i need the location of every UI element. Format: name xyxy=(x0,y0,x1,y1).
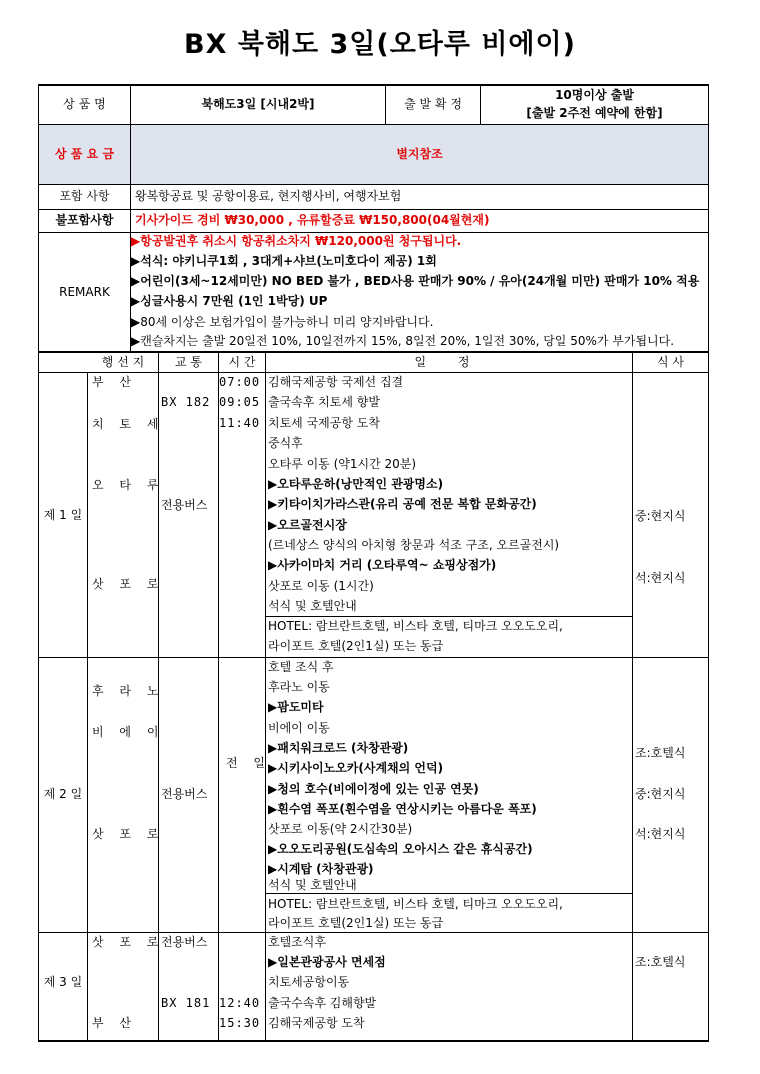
schedule-item: 호텔조식후 xyxy=(268,935,326,949)
schedule-item: ▶오타루운하(낭만적인 관광명소) xyxy=(268,477,444,491)
remark-item: ▶캔슬차지는 출발 20일전 10%, 10일전까지 15%, 8일전 20%, 1일전 30%, 당일 50%가 부가됩니다. xyxy=(131,334,675,348)
schedule-item: 김해국제공항 도착 xyxy=(268,1016,365,1030)
schedule-item: ▶사카이마치 거리 (오타루역~ 쇼핑상점가) xyxy=(268,558,497,572)
time: 전 일 xyxy=(226,756,271,770)
remark-label: REMARK xyxy=(59,285,110,299)
time: 07:00 xyxy=(219,375,261,389)
schedule-item: ▶시키사이노오카(사계채의 언덕) xyxy=(268,761,444,775)
remark-item: ▶어린이(3세~12세미만) NO BED 불가 , BED사용 판매가 90% / 유아(24개월 미만) 판매가 10% 적용 xyxy=(131,274,700,288)
table-top-border xyxy=(38,84,709,86)
excluded-label: 불포함사항 xyxy=(55,213,114,227)
schedule-item: 삿포로 이동 (1시간) xyxy=(268,579,374,593)
remark-item: ▶80세 이상은 보험가입이 불가능하니 미리 양지바랍니다. xyxy=(131,315,434,329)
schedule-item: 김해국제공항 국제선 집결 xyxy=(268,375,404,389)
place: 부 산 xyxy=(92,375,137,389)
excluded-value: 기사가이드 경비 ₩30,000 , 유류할증료 ₩150,800(04월현재) xyxy=(135,213,490,227)
place: 비 에 이 xyxy=(92,725,165,739)
transport: 전용버스 xyxy=(161,498,208,512)
remark-item: ▶싱글사용시 7만원 (1인 1박당) UP xyxy=(131,294,328,308)
schedule-item: 호텔 조식 후 xyxy=(268,660,334,674)
schedule-item: 라이포트 호텔(2인1실) 또는 동급 xyxy=(268,639,444,653)
meal: 조:호텔식 xyxy=(635,955,686,969)
table-right-border xyxy=(708,84,709,1042)
schedule-item: ▶오르골전시장 xyxy=(268,518,347,532)
day-label: 제 2 일 xyxy=(43,787,83,801)
schedule-item: 치토세 국제공항 도착 xyxy=(268,416,380,430)
schedule-item: 출국속후 치토세 향발 xyxy=(268,395,380,409)
schedule-item: (르네상스 양식의 아치형 창문과 석조 구조, 오르골전시) xyxy=(268,538,560,552)
schedule-item: ▶시계탑 (차창관광) xyxy=(268,862,374,876)
price-label: 상 품 요 금 xyxy=(55,147,114,161)
place: 후 라 노 xyxy=(92,684,165,698)
place: 부 산 xyxy=(92,1016,137,1030)
departure-confirm-line1: 10명이상 출발 xyxy=(555,88,634,102)
schedule-item: ▶청의 호수(비에이정에 있는 인공 연못) xyxy=(268,782,479,796)
remark-item: ▶항공발권후 취소시 항공취소차지 ₩120,000원 청구됩니다. xyxy=(131,234,462,248)
place: 삿 포 로 xyxy=(92,827,165,841)
schedule-item: 치토세공항이동 xyxy=(268,975,350,989)
day-label: 제 3 일 xyxy=(43,975,83,989)
schedule-item: 후라노 이동 xyxy=(268,680,330,694)
schedule-item: 라이포트 호텔(2인1실) 또는 동급 xyxy=(268,916,444,930)
flight-number: BX 181 xyxy=(161,996,211,1010)
price-value: 별지참조 xyxy=(396,147,443,161)
col-header-transport: 교 통 xyxy=(175,355,202,369)
transport: 전용버스 xyxy=(161,787,208,801)
schedule-item: 비에이 이동 xyxy=(268,721,330,735)
place: 치 토 세 xyxy=(92,417,165,431)
transport: 전용버스 xyxy=(161,935,208,949)
col-header-schedule: 일 정 xyxy=(414,355,484,369)
schedule-item: 석식 및 호텔안내 xyxy=(268,878,357,892)
product-name-label: 상 품 명 xyxy=(63,97,106,111)
time: 11:40 xyxy=(219,416,261,430)
place: 오 타 루 xyxy=(92,478,165,492)
included-label: 포함 사항 xyxy=(59,189,110,203)
schedule-item: ▶흰수염 폭포(흰수염을 연상시키는 아름다운 폭포) xyxy=(268,802,537,816)
schedule-item: 삿포로 이동(약 2시간30분) xyxy=(268,822,413,836)
time: 09:05 xyxy=(219,395,261,409)
meal: 석:현지식 xyxy=(635,571,686,585)
table-bottom-border xyxy=(38,1040,709,1042)
col-header-meal: 식 사 xyxy=(657,355,684,369)
schedule-item: ▶일본관광공사 면세점 xyxy=(268,955,386,969)
included-value: 왕복항공료 및 공항이용료, 현지행사비, 여행자보험 xyxy=(135,189,402,203)
page-title: BX 북해도 3일(오타루 비에이) xyxy=(184,29,576,60)
departure-confirm-line2: [출발 2주전 예약에 한함] xyxy=(526,106,663,120)
meal: 석:현지식 xyxy=(635,827,686,841)
schedule-item: ▶팜도미타 xyxy=(268,700,324,714)
remark-item: ▶석식: 야키니쿠1회 , 3대게+샤브(노미호다이 제공) 1회 xyxy=(131,254,437,268)
schedule-item: 석식 및 호텔안내 xyxy=(268,599,357,613)
schedule-item: 오타루 이동 (약1시간 20분) xyxy=(268,457,417,471)
place: 삿 포 로 xyxy=(92,935,165,949)
col-header-time: 시 간 xyxy=(228,355,256,369)
flight-number: BX 182 xyxy=(161,395,211,409)
product-name-value: 북해도3일 [시내2박] xyxy=(201,97,315,111)
departure-confirm-label: 출 발 확 정 xyxy=(404,97,462,111)
place: 삿 포 로 xyxy=(92,577,165,591)
schedule-item: 중식후 xyxy=(268,436,303,450)
schedule-item: ▶키타이치가라스관(유리 공예 전문 복합 문화공간) xyxy=(268,497,537,511)
meal: 조:호텔식 xyxy=(635,746,686,760)
schedule-item: ▶오오도리공원(도심속의 오아시스 같은 휴식공간) xyxy=(268,842,533,856)
schedule-item: HOTEL: 람브란트호텔, 비스타 호텔, 티마크 오오도오리, xyxy=(268,619,563,633)
time: 15:30 xyxy=(219,1016,261,1030)
schedule-item: 출국수속후 김해향발 xyxy=(268,996,377,1010)
col-header-place: 행 선 지 xyxy=(101,355,145,369)
meal: 중:현지식 xyxy=(635,509,686,523)
schedule-item: HOTEL: 람브란트호텔, 비스타 호텔, 티마크 오오도오리, xyxy=(268,897,563,911)
time: 12:40 xyxy=(219,996,261,1010)
day-label: 제 1 일 xyxy=(43,508,83,522)
schedule-item: ▶패치워크로드 (차창관광) xyxy=(268,741,409,755)
meal: 중:현지식 xyxy=(635,787,686,801)
